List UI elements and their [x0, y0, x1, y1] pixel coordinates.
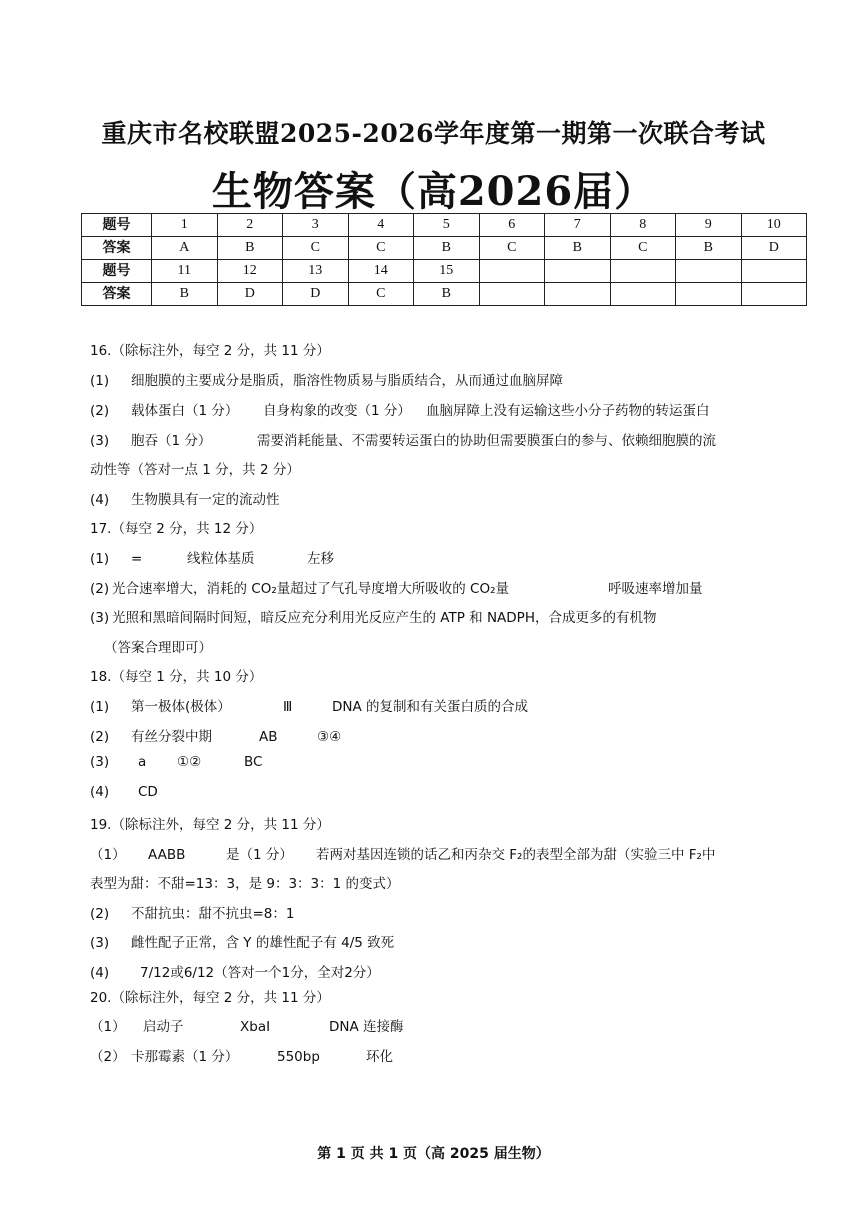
answer-header: 答案	[82, 237, 152, 260]
q18-line-4	[90, 784, 158, 800]
table-cell: 1	[152, 214, 218, 237]
question-header: 题号	[82, 260, 152, 283]
part-number: (4)	[90, 492, 110, 508]
answer-text: AB	[259, 729, 278, 745]
table-cell: B	[414, 237, 480, 260]
answer-text: 胞吞（1 分）	[131, 433, 212, 449]
answer-text: 第一极体(极体）	[131, 699, 231, 715]
q18-heading: 18.（每空 1 分，共 10 分）	[90, 669, 263, 685]
table-cell: C	[479, 237, 545, 260]
table-cell: D	[217, 283, 283, 306]
answer-text: =	[131, 551, 143, 567]
table-cell: B	[152, 283, 218, 306]
answer-text: 卡那霉素（1 分）	[131, 1049, 239, 1065]
part-number: (4)	[90, 965, 110, 981]
part-number: (1)	[90, 699, 110, 715]
table-cell: D	[741, 237, 807, 260]
answer-text: DNA 的复制和有关蛋白质的合成	[332, 699, 529, 715]
q16-heading: 16.（除标注外，每空 2 分，共 11 分）	[90, 343, 330, 359]
table-cell: 11	[152, 260, 218, 283]
q19-line-4	[90, 961, 380, 981]
table-cell	[545, 283, 611, 306]
table-cell: D	[283, 283, 349, 306]
q17-line-2	[90, 577, 703, 597]
q16-line-1	[90, 369, 563, 389]
table-cell	[610, 283, 676, 306]
exam-title: 重庆市名校联盟2025-2026学年度第一期第一次联合考试	[101, 119, 766, 148]
table-cell: 4	[348, 214, 414, 237]
q17-line-1	[90, 547, 334, 567]
answer-text: DNA 连接酶	[329, 1019, 404, 1035]
answer-text: ①②	[177, 754, 202, 770]
part-number: (2)	[90, 581, 110, 597]
table-cell: 2	[217, 214, 283, 237]
part-number: （1）	[90, 1019, 126, 1035]
question-header: 题号	[82, 214, 152, 237]
answer-text: 线粒体基质	[187, 551, 255, 567]
answer-text: Ⅲ	[283, 699, 293, 715]
table-cell: 6	[479, 214, 545, 237]
table-cell: B	[676, 237, 742, 260]
answer-text: 是（1 分）	[226, 847, 293, 863]
q16-line-3	[90, 429, 716, 449]
part-number: (3)	[90, 935, 110, 951]
table-cell: 7	[545, 214, 611, 237]
table-cell	[741, 283, 807, 306]
answer-text: 550bp	[277, 1049, 320, 1065]
table-cell: 10	[741, 214, 807, 237]
answer-text: 环化	[366, 1049, 393, 1065]
answer-text: BC	[244, 754, 263, 770]
q19-heading: 19.（除标注外，每空 2 分，共 11 分）	[90, 817, 330, 833]
answer-text: 雌性配子正常，含 Y 的雄性配子有 4/5 致死	[131, 935, 395, 951]
table-cell: 14	[348, 260, 414, 283]
answer-text: 载体蛋白（1 分）	[131, 403, 239, 419]
table-cell: C	[348, 283, 414, 306]
q19-line-3	[90, 931, 394, 951]
answer-text: 生物膜具有一定的流动性	[131, 492, 280, 508]
q19-line-1-continued: 表型为甜：不甜=13：3，是 9：3：3：1 的变式）	[90, 876, 400, 892]
answer-text: 有丝分裂中期	[131, 729, 212, 745]
answer-table	[81, 213, 807, 306]
answer-text: ③④	[317, 729, 342, 745]
table-row-answer-2	[82, 283, 807, 306]
answer-text: 启动子	[143, 1019, 184, 1035]
table-cell: B	[217, 237, 283, 260]
answer-text: 光合速率增大，消耗的 CO₂量超过了气孔导度增大所吸收的 CO₂量	[112, 581, 510, 597]
table-cell: 8	[610, 214, 676, 237]
table-cell: 3	[283, 214, 349, 237]
table-cell	[676, 283, 742, 306]
page-footer: 第 1 页 共 1 页（高 2025 届生物）	[317, 1146, 550, 1162]
q17-line-3-note: （答案合理即可）	[104, 640, 212, 656]
table-cell: 5	[414, 214, 480, 237]
table-cell	[545, 260, 611, 283]
q16-line-4	[90, 488, 280, 508]
answer-text: 若两对基因连锁的话乙和丙杂交 F₂的表型全部为甜（实验三中 F₂中	[316, 847, 716, 863]
q17-line-3	[90, 606, 656, 626]
table-cell: 12	[217, 260, 283, 283]
table-cell: 15	[414, 260, 480, 283]
table-cell: B	[414, 283, 480, 306]
answer-text: 光照和黑暗间隔时间短，暗反应充分利用光反应产生的 ATP 和 NADPH，合成更多的有机物	[112, 610, 657, 626]
table-cell	[479, 260, 545, 283]
part-number: (4)	[90, 784, 110, 800]
part-number: (1)	[90, 551, 110, 567]
part-number: （1）	[90, 847, 126, 863]
table-cell	[741, 260, 807, 283]
table-cell: B	[545, 237, 611, 260]
answer-header: 答案	[82, 283, 152, 306]
table-cell: C	[610, 237, 676, 260]
table-cell: 13	[283, 260, 349, 283]
table-cell: A	[152, 237, 218, 260]
answer-text: 自身构象的改变（1 分）	[263, 403, 411, 419]
answer-text: 呼吸速率增加量	[608, 581, 703, 597]
answer-text: 细胞膜的主要成分是脂质，脂溶性物质易与脂质结合，从而通过血脑屏障	[131, 373, 563, 389]
table-row-question-2	[82, 260, 807, 283]
table-row-answer-1	[82, 237, 807, 260]
q18-line-2	[90, 725, 341, 745]
table-cell: 9	[676, 214, 742, 237]
table-cell	[676, 260, 742, 283]
answer-text: 需要消耗能量、不需要转运蛋白的协助但需要膜蛋白的参与、依赖细胞膜的流	[257, 433, 716, 449]
answer-text: XbaI	[240, 1019, 271, 1035]
answer-title: 生物答案（高2026届）	[211, 168, 656, 215]
table-cell	[610, 260, 676, 283]
q20-heading: 20.（除标注外，每空 2 分，共 11 分）	[90, 990, 330, 1006]
answer-text: a	[138, 754, 147, 770]
q20-line-2	[90, 1045, 393, 1065]
table-cell: C	[283, 237, 349, 260]
table-cell: C	[348, 237, 414, 260]
part-number: （2）	[90, 1049, 126, 1065]
q16-line-3-continued: 动性等（答对一点 1 分，共 2 分）	[90, 462, 300, 478]
answer-text: 血脑屏障上没有运输这些小分子药物的转运蛋白	[426, 403, 710, 419]
table-cell	[479, 283, 545, 306]
part-number: (1)	[90, 373, 110, 389]
part-number: (3)	[90, 433, 110, 449]
part-number: (2)	[90, 729, 110, 745]
q16-line-2	[90, 399, 710, 419]
q20-line-1	[90, 1015, 404, 1035]
answer-text: 不甜抗虫：甜不抗虫=8：1	[131, 906, 295, 922]
table-row-question-1	[82, 214, 807, 237]
q19-line-1	[90, 843, 715, 863]
q17-heading: 17.（每空 2 分，共 12 分）	[90, 521, 263, 537]
answer-text: 左移	[307, 551, 334, 567]
q18-line-3	[90, 754, 262, 770]
answer-text: AABB	[148, 847, 186, 863]
q18-line-1	[90, 695, 528, 715]
part-number: (3)	[90, 754, 110, 770]
q19-line-2	[90, 902, 295, 922]
answer-text: 7/12或6/12（答对一个1分，全对2分）	[140, 965, 380, 981]
part-number: (3)	[90, 610, 110, 626]
part-number: (2)	[90, 906, 110, 922]
answer-text: CD	[138, 784, 158, 800]
part-number: (2)	[90, 403, 110, 419]
